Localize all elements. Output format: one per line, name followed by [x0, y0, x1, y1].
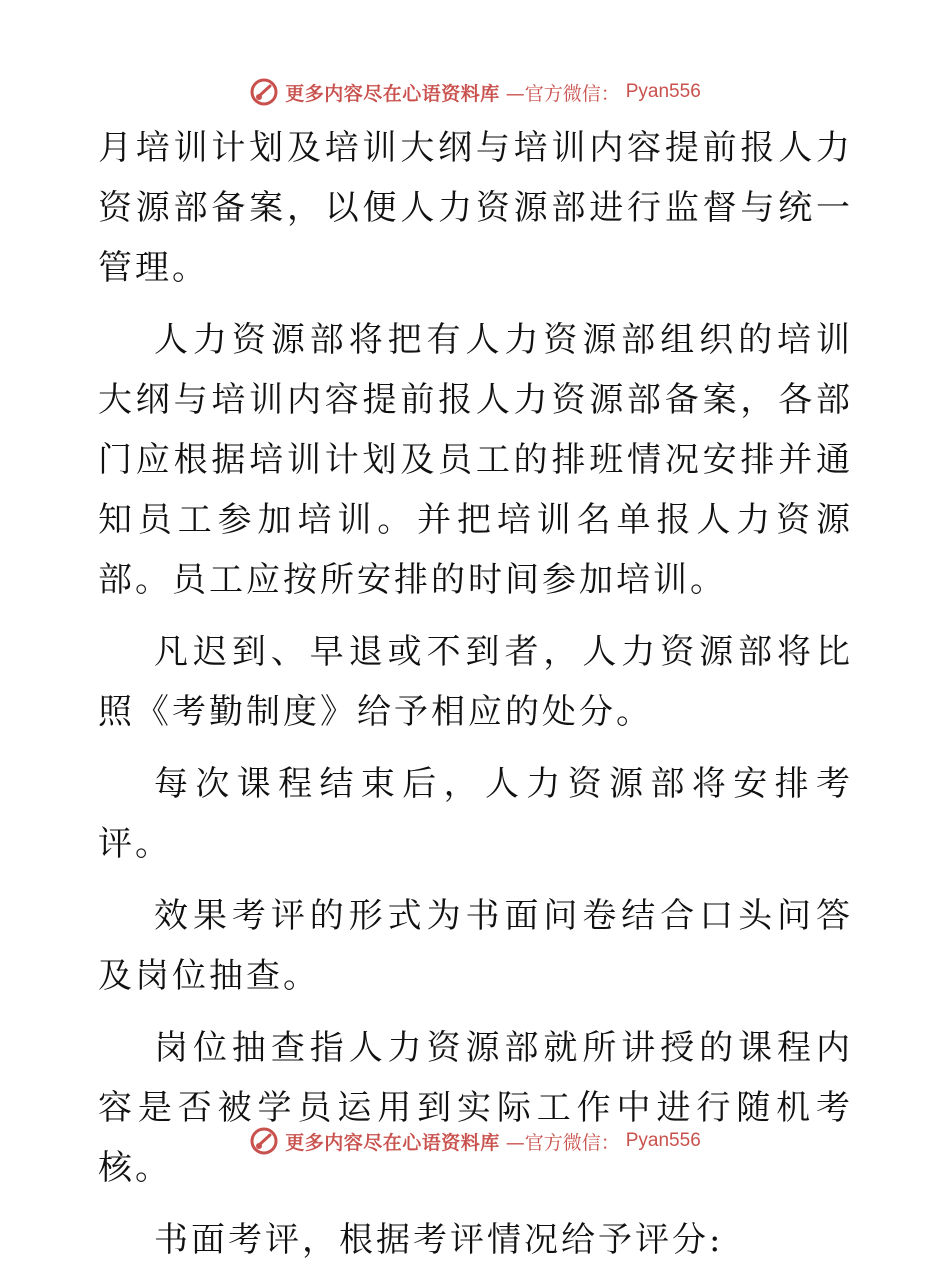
paragraph-course-evaluation: 每次课程结束后，人力资源部将安排考评。	[98, 764, 853, 864]
watermark-separator: —官方微信：	[505, 82, 620, 105]
document-body	[98, 118, 853, 1282]
paragraph-written-evaluation: 书面考评，根据考评情况给予评分:	[154, 1220, 724, 1260]
footer-watermark	[0, 1121, 950, 1161]
paragraph-spot-check: 岗位抽查指人力资源部就所讲授的课程内容是否被学员运用到实际工作中进行随机考核。	[98, 1028, 853, 1188]
watermark-text: 更多内容尽在心语资料库	[285, 1131, 500, 1154]
watermark-handle: Pyan556	[625, 1130, 701, 1151]
paragraph-absence-penalty: 凡迟到、早退或不到者，人力资源部将比照《考勤制度》给予相应的处分。	[98, 632, 853, 732]
paragraph-evaluation-format: 效果考评的形式为书面问卷结合口头问答及岗位抽查。	[98, 896, 853, 996]
watermark-handle: Pyan556	[625, 81, 701, 102]
brush-seal-icon	[249, 77, 279, 107]
watermark-separator: —官方微信：	[505, 1131, 620, 1154]
brush-seal-icon	[249, 1126, 279, 1156]
header-watermark	[0, 72, 950, 112]
paragraph-continuation: 月培训计划及培训大纲与培训内容提前报人力资源部备案，以便人力资源部进行监督与统一管理。	[98, 128, 853, 288]
watermark-text: 更多内容尽在心语资料库	[285, 82, 500, 105]
paragraph-training-arrangement: 人力资源部将把有人力资源部组织的培训大纲与培训内容提前报人力资源部备案，各部门应根据培训计划及员工的排班情况安排并通知员工参加培训。并把培训名单报人力资源部。员工应按所安排的时间参加培训。	[98, 320, 853, 600]
